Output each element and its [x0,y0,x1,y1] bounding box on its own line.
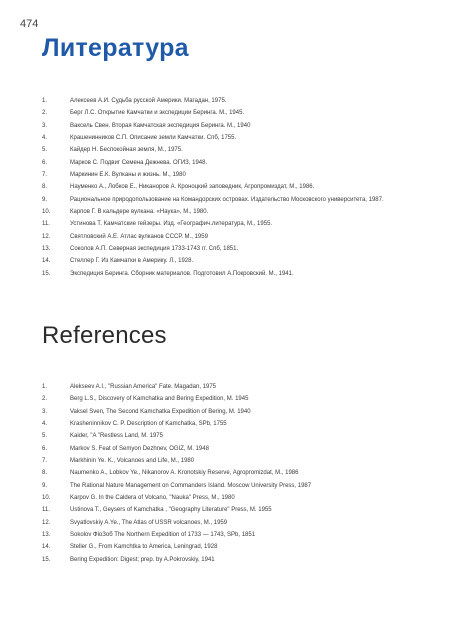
reference-number: 10. [42,208,51,215]
reference-text: Кайдер Н. Беспокойная земля, М., 1975. [70,147,183,154]
reference-number: 7. [42,171,48,178]
reference-number: 5. [42,147,48,154]
reference-entry [42,504,311,516]
reference-number: 8. [42,184,48,191]
reference-text: Крашенинников С.П. Описание земли Камчатки. Спб, 1755. [70,134,237,141]
reference-number: 14. [42,258,51,265]
reference-entry [42,492,311,504]
references-heading: References [42,322,167,349]
reference-text: Krasheninnikov C. P. Description of Kamchatka, SPb, 1755 [70,420,227,427]
reference-number: 15. [42,270,51,277]
reference-entry [42,169,384,181]
reference-number: 5. [42,433,48,440]
reference-text: Karpov G. In the Caldera of Volcano, "Nauka" Press, M., 1980 [70,494,235,501]
reference-text: Науменко А., Лобков Е., Никаноров А. Кроноцкий заповедник, Агропромиздат, М., 1986. [70,184,315,191]
literature-list [42,95,384,280]
reference-entry [42,181,384,193]
reference-number: 13. [42,245,51,252]
reference-text: Марков С. Подвиг Семена Дежнева. ОГИЗ, 1948. [70,159,208,166]
reference-text: Рациональное природопользование на Командорских островах. Издательство Московского университета, 1987. [70,196,384,203]
reference-number: 4. [42,420,48,427]
reference-entry [42,144,384,156]
reference-number: 13. [42,531,51,538]
reference-entry [42,554,311,566]
reference-entry [42,467,311,479]
reference-text: Sokolov ФioЗоб The Northern Expedition of 1733 — 1743, SPb, 1851 [70,531,256,538]
reference-text: Kaider, "A "Restless Land, M. 1975 [70,433,163,440]
reference-number: 12. [42,519,51,526]
reference-number: 12. [42,233,51,240]
reference-text: Святловский А.Е. Атлас вулканов СССР. М., 1959 [70,233,208,240]
reference-text: Устинова Т. Камчатские гейзеры. Изд. «Географич.литература, М., 1955. [70,221,273,228]
reference-number: 2. [42,396,48,403]
reference-number: 9. [42,196,48,203]
reference-text: Berg L.S., Discovery of Kamchatka and Bering Expedition, M. 1945 [70,396,249,403]
reference-entry [42,107,384,119]
reference-entry [42,529,311,541]
page-number: 474 [20,18,39,30]
reference-text: Vaksel Sven, The Second Kamchatka Expedition of Bering, M. 1940 [70,408,251,415]
reference-text: Ustinova T., Geysers of Kamchatka , "Geography Literature" Press, M. 1955 [70,507,272,514]
reference-entry [42,95,384,107]
reference-entry [42,243,384,255]
reference-number: 7. [42,457,48,464]
references-list [42,381,311,566]
reference-number: 11. [42,507,50,514]
reference-number: 2. [42,110,48,117]
reference-text: Соколов А.П. Северная экспедиция 1733-1743 гг. Спб, 1851. [70,245,239,252]
reference-text: The Rational Nature Management on Commanders Island. Moscow University Press, 1987 [70,482,312,489]
reference-text: Steller G., From Kamchtka to America, Leningrad, 1928 [70,544,218,551]
reference-entry [42,268,384,280]
reference-entry [42,231,384,243]
reference-entry [42,406,311,418]
reference-number: 6. [42,159,48,166]
reference-entry [42,517,311,529]
reference-text: Bering Expedition: Digest; prep. by A.Pokrovskiy, 1941 [70,556,215,563]
reference-number: 6. [42,445,48,452]
reference-text: Alekseev A.I., "Russian America" Fate. Magadan, 1975 [70,384,217,390]
reference-number: 10. [42,494,51,501]
reference-entry [42,430,311,442]
reference-text: Naumenko A., Lobkov Ye., Nikanorov A. Kronotskiy Reserve, Agropromizdat, M., 1986 [70,470,299,477]
reference-entry [42,218,384,230]
reference-entry [42,443,311,455]
reference-number: 3. [42,408,48,415]
reference-number: 4. [42,134,48,141]
reference-entry [42,480,311,492]
reference-entry [42,541,311,553]
reference-number: 1. [42,98,48,104]
reference-entry [42,418,311,430]
reference-entry [42,381,311,393]
reference-number: 15. [42,556,51,563]
reference-entry [42,255,384,267]
reference-entry [42,455,311,467]
reference-text: Markhinin Ye. K., Volcanoes and Life, M., 1980 [70,457,195,464]
reference-text: Алексеев А.И. Судьба русской Америки. Магадан, 1975. [70,98,227,104]
reference-entry [42,157,384,169]
reference-number: 1. [42,384,48,390]
reference-text: Стеллер Г. Из Камчатки в Америку. Л., 1928. [70,258,194,265]
reference-entry [42,393,311,405]
reference-entry [42,120,384,132]
reference-number: 14. [42,544,51,551]
reference-number: 9. [42,482,48,489]
reference-text: Svyatlovskiy A.Ye., The Atlas of USSR volcanoes, M., 1959 [70,519,228,526]
reference-text: Экспедиция Беринга. Сборник материалов. Подготовил А.Покровский. М., 1941. [70,270,294,277]
reference-text: Берг Л.С. Открытие Камчатки и экспедиции Беринга. М., 1945. [70,110,245,117]
reference-number: 11. [42,221,50,228]
literature-heading: Литература [42,34,189,62]
reference-entry [42,194,384,206]
reference-text: Маркинин Е.К. Вулканы и жизнь. М., 1980 [70,171,186,178]
reference-text: Карпов Г. В кальдере вулкана. «Наука», М., 1980. [70,208,209,215]
reference-entry [42,132,384,144]
reference-text: Ваксель Свен. Вторая Камчатская экспедиция Беринга. М., 1940 [70,122,251,129]
reference-entry [42,206,384,218]
reference-number: 3. [42,122,48,129]
reference-text: Markov S. Feat of Semyon Dezhnev, OGIZ, M. 1948 [70,445,209,452]
reference-number: 8. [42,470,48,477]
